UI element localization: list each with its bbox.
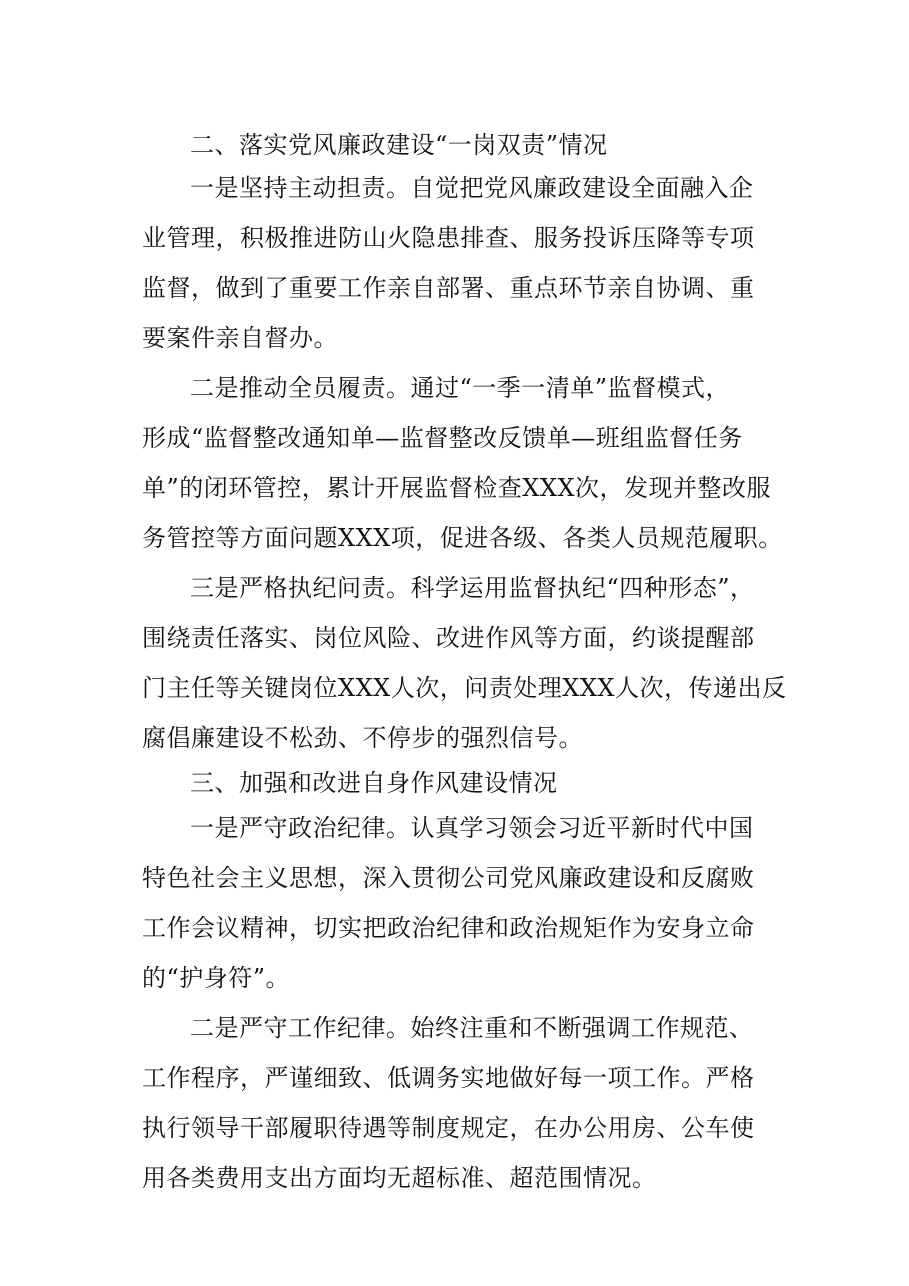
paragraph-line: 监督，做到了重要工作亲自部署、重点环节亲自协调、重: [142, 274, 755, 302]
section-heading-3: 三、加强和改进自身作风建设情况: [190, 769, 558, 797]
paragraph-line: 用各类费用支出方面均无超标准、超范围情况。: [142, 1164, 657, 1192]
paragraph-line: 围绕责任落实、岗位风险、改进作风等方面，约谈提醒部: [142, 624, 755, 652]
paragraph-line: 门主任等关键岗位XXX人次，问责处理XXX人次，传递出反: [142, 674, 787, 702]
paragraph-line: 的“护身符”。: [142, 964, 291, 992]
paragraph-line: 业管理，积极推进防山火隐患排查、服务投诉压降等专项: [142, 224, 755, 252]
paragraph-line: 一是严守政治纪律。认真学习领会习近平新时代中国: [190, 814, 754, 842]
paragraph-line: 二是推动全员履责。通过“一季一清单”监督模式，: [190, 374, 731, 402]
section-heading-2: 二、落实党风廉政建设“一岗双责”情况: [190, 131, 608, 159]
paragraph-line: 形成“监督整改通知单—监督整改反馈单—班组监督任务: [142, 424, 743, 452]
paragraph-line: 单”的闭环管控，累计开展监督检查XXX次，发现并整改服: [142, 474, 772, 502]
paragraph-line: 三是严格执纪问责。科学运用监督执纪“四种形态”，: [190, 574, 755, 602]
paragraph-line: 工作程序，严谨细致、低调务实地做好每一项工作。严格: [142, 1064, 755, 1092]
paragraph-line: 一是坚持主动担责。自觉把党风廉政建设全面融入企: [190, 174, 754, 202]
paragraph-line: 腐倡廉建设不松劲、不停步的强烈信号。: [142, 724, 583, 752]
paragraph-line: 工作会议精神，切实把政治纪律和政治规矩作为安身立命: [142, 914, 755, 942]
paragraph-line: 要案件亲自督办。: [142, 324, 338, 352]
paragraph-line: 特色社会主义思想，深入贯彻公司党风廉政建设和反腐败: [142, 864, 755, 892]
paragraph-line: 务管控等方面问题XXX项，促进各级、各类人员规范履职。: [142, 524, 783, 552]
paragraph-line: 二是严守工作纪律。始终注重和不断强调工作规范、: [190, 1014, 754, 1042]
paragraph-line: 执行领导干部履职待遇等制度规定，在办公用房、公车使: [142, 1114, 755, 1142]
